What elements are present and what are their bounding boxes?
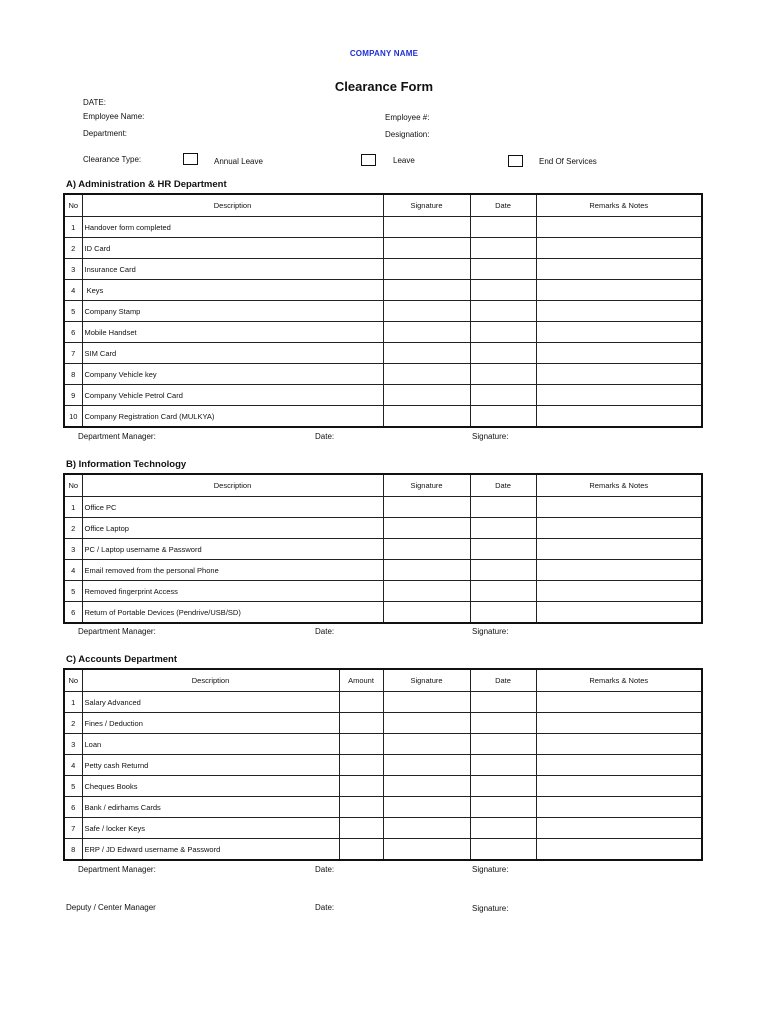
table-header-row (64, 194, 702, 217)
signature-cell[interactable] (383, 238, 470, 259)
row-description: Office Laptop (82, 518, 383, 539)
column-header: No (64, 669, 82, 692)
row-description: Company Stamp (82, 301, 383, 322)
table-row (64, 343, 702, 364)
row-number: 5 (64, 301, 82, 322)
row-number: 2 (64, 518, 82, 539)
row-number: 1 (64, 217, 82, 238)
row-number: 4 (64, 755, 82, 776)
date-cell[interactable] (470, 734, 536, 755)
table-row (64, 406, 702, 428)
row-description: Return of Portable Devices (Pendrive/USB/SD) (82, 602, 383, 624)
row-description: SIM Card (82, 343, 383, 364)
signature-cell[interactable] (383, 259, 470, 280)
row-description: Petty cash Returnd (82, 755, 339, 776)
row-number: 2 (64, 238, 82, 259)
signature-cell[interactable] (383, 280, 470, 301)
row-description: Office PC (82, 497, 383, 518)
row-description: Keys (82, 280, 383, 301)
row-number: 7 (64, 343, 82, 364)
amount-cell[interactable] (339, 839, 383, 861)
remarks-cell[interactable] (536, 364, 702, 385)
section-b-table (63, 473, 703, 624)
signature-cell[interactable] (383, 560, 470, 581)
table-row (64, 280, 702, 301)
signature-cell[interactable] (383, 217, 470, 238)
date-cell[interactable] (470, 560, 536, 581)
table-row (64, 818, 702, 839)
row-number: 6 (64, 797, 82, 818)
signature-cell[interactable] (383, 797, 470, 818)
section-a-table (63, 193, 703, 428)
remarks-cell[interactable] (536, 797, 702, 818)
designation-label: Designation: (385, 130, 430, 139)
row-description: Insurance Card (82, 259, 383, 280)
remarks-cell[interactable] (536, 217, 702, 238)
table-row (64, 713, 702, 734)
signature-cell[interactable] (383, 839, 470, 861)
section-a-title: A) Administration & HR Department (66, 179, 227, 190)
section-c-table (63, 668, 703, 861)
remarks-cell[interactable] (536, 238, 702, 259)
remarks-cell[interactable] (536, 406, 702, 428)
row-description: ERP / JD Edward username & Password (82, 839, 339, 861)
remarks-cell[interactable] (536, 385, 702, 406)
section-c-signature-label: Signature: (472, 865, 509, 874)
row-number: 8 (64, 364, 82, 385)
row-number: 2 (64, 713, 82, 734)
table-row (64, 238, 702, 259)
row-number: 5 (64, 581, 82, 602)
date-cell[interactable] (470, 602, 536, 624)
column-header: Signature (383, 669, 470, 692)
remarks-cell[interactable] (536, 560, 702, 581)
annual-leave-label: Annual Leave (214, 157, 263, 166)
signature-cell[interactable] (383, 713, 470, 734)
row-number: 3 (64, 259, 82, 280)
date-cell[interactable] (470, 322, 536, 343)
row-description: Removed fingerprint Access (82, 581, 383, 602)
table-row (64, 755, 702, 776)
end-of-services-label: End Of Services (539, 157, 597, 166)
row-number: 6 (64, 602, 82, 624)
date-cell[interactable] (470, 301, 536, 322)
date-cell[interactable] (470, 385, 536, 406)
row-description: Company Registration Card (MULKYA) (82, 406, 383, 428)
remarks-cell[interactable] (536, 755, 702, 776)
signature-cell[interactable] (383, 776, 470, 797)
remarks-cell[interactable] (536, 497, 702, 518)
row-description: ID Card (82, 238, 383, 259)
column-header: Signature (383, 194, 470, 217)
row-description: Email removed from the personal Phone (82, 560, 383, 581)
row-number: 6 (64, 322, 82, 343)
table-row (64, 364, 702, 385)
date-cell[interactable] (470, 497, 536, 518)
column-header: No (64, 194, 82, 217)
row-description: Mobile Handset (82, 322, 383, 343)
row-description: Cheques Books (82, 776, 339, 797)
leave-label: Leave (393, 156, 415, 165)
table-row (64, 217, 702, 238)
column-header: Signature (383, 474, 470, 497)
table-row (64, 776, 702, 797)
remarks-cell[interactable] (536, 581, 702, 602)
signature-cell[interactable] (383, 602, 470, 624)
remarks-cell[interactable] (536, 301, 702, 322)
row-number: 3 (64, 539, 82, 560)
signature-cell[interactable] (383, 755, 470, 776)
date-label: DATE: (83, 98, 106, 107)
column-header: Description (82, 669, 339, 692)
table-row (64, 734, 702, 755)
row-number: 4 (64, 280, 82, 301)
annual-leave-checkbox[interactable] (183, 153, 198, 165)
row-number: 7 (64, 818, 82, 839)
remarks-cell[interactable] (536, 818, 702, 839)
column-header: Remarks & Notes (536, 474, 702, 497)
remarks-cell[interactable] (536, 518, 702, 539)
table-row (64, 322, 702, 343)
date-cell[interactable] (470, 839, 536, 861)
row-description: PC / Laptop username & Password (82, 539, 383, 560)
remarks-cell[interactable] (536, 280, 702, 301)
row-number: 9 (64, 385, 82, 406)
table-row (64, 539, 702, 560)
table-row (64, 497, 702, 518)
row-description: Company Vehicle key (82, 364, 383, 385)
signature-cell[interactable] (383, 818, 470, 839)
section-a-signature-label: Signature: (472, 432, 509, 441)
amount-cell[interactable] (339, 776, 383, 797)
table-header-row (64, 474, 702, 497)
signature-cell[interactable] (383, 581, 470, 602)
date-cell[interactable] (470, 238, 536, 259)
clearance-type-label: Clearance Type: (83, 155, 142, 164)
table-row (64, 385, 702, 406)
column-header: Amount (339, 669, 383, 692)
amount-cell[interactable] (339, 713, 383, 734)
row-number: 10 (64, 406, 82, 428)
amount-cell[interactable] (339, 797, 383, 818)
date-cell[interactable] (470, 818, 536, 839)
remarks-cell[interactable] (536, 713, 702, 734)
date-cell[interactable] (470, 406, 536, 428)
table-row (64, 581, 702, 602)
column-header: Remarks & Notes (536, 194, 702, 217)
column-header: Description (82, 194, 383, 217)
signature-cell[interactable] (383, 692, 470, 713)
remarks-cell[interactable] (536, 776, 702, 797)
leave-checkbox[interactable] (361, 154, 376, 166)
signature-cell[interactable] (383, 497, 470, 518)
remarks-cell[interactable] (536, 259, 702, 280)
row-description: Safe / locker Keys (82, 818, 339, 839)
row-description: Fines / Deduction (82, 713, 339, 734)
signature-cell[interactable] (383, 734, 470, 755)
employee-name-label: Employee Name: (83, 112, 145, 121)
row-description: Bank / edirhams Cards (82, 797, 339, 818)
row-number: 1 (64, 692, 82, 713)
date-cell[interactable] (470, 280, 536, 301)
table-row (64, 602, 702, 624)
column-header: Description (82, 474, 383, 497)
date-cell[interactable] (470, 776, 536, 797)
date-cell[interactable] (470, 364, 536, 385)
amount-cell[interactable] (339, 692, 383, 713)
company-name: COMPANY NAME (349, 49, 419, 58)
table-row (64, 797, 702, 818)
section-a-manager-label: Department Manager: (78, 432, 156, 441)
date-cell[interactable] (470, 259, 536, 280)
section-a-date-label: Date: (315, 432, 335, 441)
signature-cell[interactable] (383, 343, 470, 364)
column-header: Date (470, 669, 536, 692)
section-b-date-label: Date: (315, 627, 335, 636)
remarks-cell[interactable] (536, 322, 702, 343)
section-c-title: C) Accounts Department (66, 654, 178, 665)
remarks-cell[interactable] (536, 839, 702, 861)
table-row (64, 259, 702, 280)
column-header: Date (470, 194, 536, 217)
table-row (64, 560, 702, 581)
date-cell[interactable] (470, 692, 536, 713)
row-number: 5 (64, 776, 82, 797)
row-description: Handover form completed (82, 217, 383, 238)
column-header: No (64, 474, 82, 497)
date-cell[interactable] (470, 343, 536, 364)
section-b-signature-label: Signature: (472, 627, 509, 636)
row-number: 4 (64, 560, 82, 581)
amount-cell[interactable] (339, 818, 383, 839)
remarks-cell[interactable] (536, 602, 702, 624)
signature-cell[interactable] (383, 406, 470, 428)
signature-cell[interactable] (383, 364, 470, 385)
column-header: Remarks & Notes (536, 669, 702, 692)
date-cell[interactable] (470, 797, 536, 818)
signature-cell[interactable] (383, 385, 470, 406)
date-cell[interactable] (470, 217, 536, 238)
deputy-manager-label: Deputy / Center Manager (66, 903, 156, 912)
remarks-cell[interactable] (536, 343, 702, 364)
remarks-cell[interactable] (536, 734, 702, 755)
table-row (64, 692, 702, 713)
department-label: Department: (83, 129, 128, 138)
table-row (64, 518, 702, 539)
date-cell[interactable] (470, 581, 536, 602)
table-row (64, 301, 702, 322)
signature-cell[interactable] (383, 539, 470, 560)
employee-number-label: Employee #: (385, 113, 430, 122)
table-header-row (64, 669, 702, 692)
end-of-services-checkbox[interactable] (508, 155, 523, 167)
date-cell[interactable] (470, 539, 536, 560)
signature-cell[interactable] (383, 518, 470, 539)
date-cell[interactable] (470, 713, 536, 734)
remarks-cell[interactable] (536, 539, 702, 560)
final-date-label: Date: (315, 903, 335, 912)
form-title: Clearance Form (334, 79, 434, 94)
signature-cell[interactable] (383, 301, 470, 322)
section-c-manager-label: Department Manager: (78, 865, 156, 874)
date-cell[interactable] (470, 518, 536, 539)
row-number: 8 (64, 839, 82, 861)
date-cell[interactable] (470, 755, 536, 776)
section-b-title: B) Information Technology (66, 459, 187, 470)
row-number: 1 (64, 497, 82, 518)
signature-cell[interactable] (383, 322, 470, 343)
final-signature-label: Signature: (472, 904, 509, 913)
column-header: Date (470, 474, 536, 497)
row-description: Company Vehicle Petrol Card (82, 385, 383, 406)
row-description: Loan (82, 734, 339, 755)
row-description: Salary Advanced (82, 692, 339, 713)
section-c-date-label: Date: (315, 865, 335, 874)
section-b-manager-label: Department Manager: (78, 627, 156, 636)
remarks-cell[interactable] (536, 692, 702, 713)
amount-cell[interactable] (339, 755, 383, 776)
row-number: 3 (64, 734, 82, 755)
table-row (64, 839, 702, 861)
amount-cell[interactable] (339, 734, 383, 755)
